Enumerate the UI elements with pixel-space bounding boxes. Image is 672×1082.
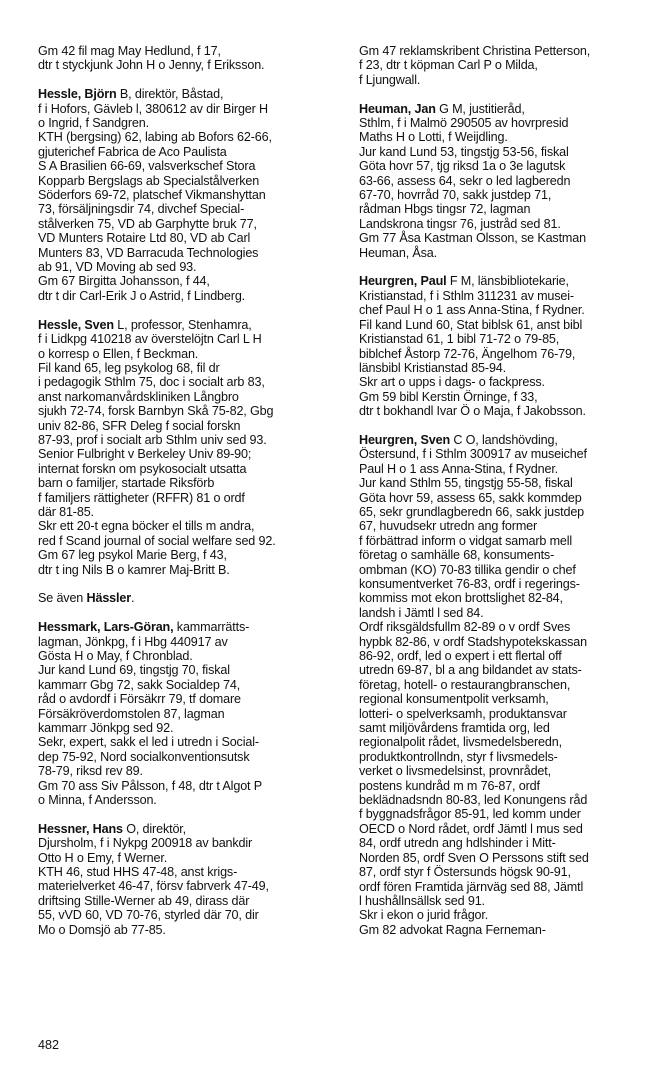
entry-text-line: Gm 70 ass Siv Pålsson, f 48, dtr t Algot P xyxy=(38,778,262,793)
entry-text-line: 78-79, riksd rev 89. xyxy=(38,764,143,779)
entry-text-line: Heuman, Åsa. xyxy=(359,245,437,260)
entry-text-line: 67-70, hovrråd 70, sakk justdep 71, xyxy=(359,188,552,203)
entry-text-line: Gm 77 Åsa Kastman Olsson, se Kastman xyxy=(359,231,586,246)
entry-text-line: internat forskn om psykosocialt utsatta xyxy=(38,461,247,476)
entry-name: Hessle, Björn xyxy=(38,87,117,102)
entry-text-line: Försäkröverdomstolen 87, lagman xyxy=(38,706,225,721)
entry-title: B, direktör, Båstad, xyxy=(116,87,224,102)
entry-text-line: dtr t styckjunk John H o Jenny, f Eriksson. xyxy=(38,58,265,73)
entry-text-line: konsumentverket 76-83, ordf i regerings- xyxy=(359,576,580,591)
entry-text-line: Fil kand 65, leg psykolog 68, fil dr xyxy=(38,360,220,375)
entry-text-line: red f Scand journal of social welfare sed 92. xyxy=(38,533,276,548)
entry-text-line: f 23, dtr t köpman Carl P o Milda, xyxy=(359,58,538,73)
entry-text-line: f byggnadsfrågor 85-91, led komm under xyxy=(359,807,581,822)
entry-heading-line xyxy=(38,87,344,101)
left-column xyxy=(38,44,344,952)
entry-text-line: o Ingrid, f Sandgren. xyxy=(38,116,149,131)
see-also-reference: Hässler xyxy=(86,591,131,606)
entry-name: Heuman, Jan xyxy=(359,101,436,116)
entry-text-line: postens kundråd m m 76-87, ordf xyxy=(359,778,540,793)
entry-text-line: där 81-85. xyxy=(38,504,94,519)
entry-text-line: 73, försäljningsdir 74, divchef Special- xyxy=(38,202,245,217)
entry-text-line: barn o familjer, startade Riksförb xyxy=(38,476,215,491)
entry-heuman-jan xyxy=(359,102,659,260)
entry-text-line: dep 75-92, Nord socialkonventionsutsk xyxy=(38,749,250,764)
entry-text-line: Otto H o Emy, f Werner. xyxy=(38,850,168,865)
entry-text-line: f förbättrad inform o vidgat samarb mell xyxy=(359,533,573,548)
entry-title: G M, justitieråd, xyxy=(435,101,525,116)
entry-text-line: 87, ordf styr f Östersunds högsk 90-91, xyxy=(359,865,571,880)
entry-text-line: länsbibl Kristianstad 85-94. xyxy=(359,360,507,375)
entry-title: F M, länsbibliotekarie, xyxy=(446,274,569,289)
entry-text-line: Landskrona tingsr 76, justråd sed 81. xyxy=(359,216,561,231)
right-column xyxy=(359,44,659,952)
entry-continuation xyxy=(38,44,344,73)
entry-text-line: ombman (KO) 70-83 tillika gendir o chef xyxy=(359,562,576,577)
entry-text-line: produktkontrollndn, styr f livsmedels- xyxy=(359,749,558,764)
entry-text-line: Kopparb Bergslags ab Specialstålverken xyxy=(38,173,260,188)
entry-text-line: lotteri- o spelverksamh, produktansvar xyxy=(359,706,567,721)
entry-hessner-hans xyxy=(38,822,344,937)
entry-text-line: Skr ett 20-t egna böcker el tills m andra, xyxy=(38,519,255,534)
entry-text-line: Ordf riksgäldsfullm 82-89 o v ordf Sves xyxy=(359,620,571,635)
entry-title: kammarrätts- xyxy=(173,620,250,635)
entry-hessle-sven xyxy=(38,318,344,577)
entry-hessmark-lars-göran xyxy=(38,620,344,807)
entry-text-line: stålverken 75, VD ab Garphytte bruk 77, xyxy=(38,216,257,231)
entry-continuation xyxy=(38,591,344,605)
entry-text-line: gjuterichef Fabrica de Aco Paulista xyxy=(38,144,227,159)
entry-text-line: VD Munters Rotaire Ltd 80, VD ab Carl xyxy=(38,231,251,246)
entry-continuation xyxy=(359,44,659,87)
entry-text-line: råd o avdordf i Försäkrr 79, tf domare xyxy=(38,692,241,707)
entry-text-line: ab 91, VD Moving ab sed 93. xyxy=(38,260,197,275)
entry-text-line: Senior Fulbright v Berkeley Univ 89-90; xyxy=(38,447,252,462)
entry-text-line: KTH (bergsing) 62, labing ab Bofors 62-66, xyxy=(38,130,272,145)
entry-text-line: kommiss mot ekon brottslighet 82-84, xyxy=(359,591,563,606)
entry-heading-line xyxy=(359,102,659,116)
entry-text-line: lagman, Jönkpg, f i Hbg 440917 av xyxy=(38,634,228,649)
entry-text-line: Maths H o Lotti, f Weijdling. xyxy=(359,130,508,145)
entry-text-line: 84, ordf utredn ang hdlshinder i Mitt- xyxy=(359,836,556,851)
entry-name: Hessle, Sven xyxy=(38,317,114,332)
entry-text-line: företag o samhälle 68, konsuments- xyxy=(359,548,555,563)
entry-text-line: 65, sekr grundlagberedn 66, sakk justdep xyxy=(359,504,585,519)
entry-text-line: l hushållnsällsk sed 91. xyxy=(359,893,485,908)
entry-text-line: o Minna, f Andersson. xyxy=(38,793,157,808)
entry-text-line: S A Brasilien 66-69, valsverkschef Stora xyxy=(38,159,256,174)
entry-text-line: f i Lidkpg 410218 av överstelöjtn Carl L H xyxy=(38,332,262,347)
entry-text-line: Kristianstad 61, 1 bibl 71-72 o 79-85, xyxy=(359,332,560,347)
entry-text-line: hypbk 82-86, v ordf Stadshypotekskassan xyxy=(359,634,587,649)
entry-text-line: beklädnadsndn 80-83, led Konungens råd xyxy=(359,793,588,808)
entry-text-line: Paul H o 1 ass Anna-Stina, f Rydner. xyxy=(359,461,559,476)
entry-text-line: biblchef Åstorp 72-76, Ängelhom 76-79, xyxy=(359,346,576,361)
entry-text-line: f Ljungwall. xyxy=(359,72,421,87)
entry-heading-line xyxy=(38,318,344,332)
page-number: 482 xyxy=(38,1038,60,1052)
entry-text-line: verket o livsmedelsinst, provnrådet, xyxy=(359,764,551,779)
entry-text-line: 86-92, ordf, led o expert i ett flertal off xyxy=(359,649,562,664)
entry-text-line: Norden 85, ordf Sven O Perssons stift sed xyxy=(359,850,589,865)
entry-text-line: utredn 69-87, bl a ang bildandet av stats- xyxy=(359,663,582,678)
entry-text-line: Jur kand Lund 53, tingstjg 53-56, fiskal xyxy=(359,144,569,159)
entry-name: Heurgren, Sven xyxy=(359,432,450,447)
entry-text-line: Gm 82 advokat Ragna Ferneman- xyxy=(359,922,546,937)
entry-text-line: ordf fören Framtida järnväg sed 88, Jämtl xyxy=(359,879,584,894)
entry-text-line: Sekr, expert, sakk el led i utredn i Social- xyxy=(38,735,259,750)
entry-text-line: f i Hofors, Gävleb l, 380612 av dir Birger H xyxy=(38,101,268,116)
entry-heading-line xyxy=(359,274,659,288)
entry-text-line: 63-66, assess 64, sekr o led lagberedn xyxy=(359,173,571,188)
entry-text-line: Göta hovr 57, tjg riksd 1a o 3e lagutsk xyxy=(359,159,566,174)
entry-text-line: Fil kand Lund 60, Stat biblsk 61, anst bibl xyxy=(359,317,583,332)
entry-text-line: f familjers rättigheter (RFFR) 81 o ordf xyxy=(38,490,245,505)
entry-text-line: Östersund, f i Sthlm 300917 av museichef xyxy=(359,447,587,462)
entry-text-line: Jur kand Lund 69, tingstjg 70, fiskal xyxy=(38,663,230,678)
entry-heading-line xyxy=(38,620,344,634)
entry-title: O, direktör, xyxy=(122,821,186,836)
entry-text-line: Göta hovr 59, assess 65, sakk kommdep xyxy=(359,490,582,505)
entry-text-line: kammarr Gbg 72, sakk Socialdep 74, xyxy=(38,677,241,692)
entry-text-line: Söderfors 69-72, platschef Vikmanshyttan xyxy=(38,188,266,203)
entry-heading-line xyxy=(359,433,659,447)
entry-text-line: driftsing Stille-Werner ab 49, dirass där xyxy=(38,893,250,908)
entry-text-line: Mo o Domsjö ab 77-85. xyxy=(38,922,166,937)
entry-text-line: chef Paul H o 1 ass Anna-Stina, f Rydner. xyxy=(359,303,585,318)
entry-title: L, professor, Stenhamra, xyxy=(113,317,252,332)
entry-text-line: 67, huvudsekr utredn ang former xyxy=(359,519,538,534)
entry-text-line: OECD o Nord rådet, ordf Jämtl l mus sed xyxy=(359,821,583,836)
entry-heading-line xyxy=(38,822,344,836)
entry-text-line: Jur kand Sthlm 55, tingstjg 55-58, fiskal xyxy=(359,476,573,491)
entry-text-line: företag, hotell- o restaurangbranschen, xyxy=(359,677,571,692)
entry-text-line: Skr i ekon o jurid frågor. xyxy=(359,908,489,923)
entry-text-line: o korresp o Ellen, f Beckman. xyxy=(38,346,199,361)
entry-text-line: anst narkomanvårdskliniken Långbro xyxy=(38,389,239,404)
entry-text-line: 87-93, prof i socialt arb Sthlm univ sed 93. xyxy=(38,432,267,447)
entry-text-line: regional konsumentpolit verksamh, xyxy=(359,692,549,707)
entry-text-line: i pedagogik Sthlm 75, doc i socialt arb 83, xyxy=(38,375,265,390)
entry-text-line: Gm 67 Birgitta Johansson, f 44, xyxy=(38,274,210,289)
entry-text-line: dtr t ing Nils B o kamrer Maj-Britt B. xyxy=(38,562,230,577)
entry-text-line: dtr t dir Carl-Erik J o Astrid, f Lindberg. xyxy=(38,288,246,303)
entry-heurgren-sven xyxy=(359,433,659,937)
entry-text-line: Kristianstad, f i Sthlm 311231 av musei- xyxy=(359,288,574,303)
entry-text-line: 55, vVD 60, VD 70-76, styrled där 70, dir xyxy=(38,908,259,923)
entry-text-line: Gm 67 leg psykol Marie Berg, f 43, xyxy=(38,548,227,563)
entry-text-line: Munters 83, VD Barracuda Technologies xyxy=(38,245,259,260)
entry-text-line: Gm 47 reklamskribent Christina Petterson, xyxy=(359,44,591,58)
entry-text-line: dtr t bokhandl Ivar Ö o Maja, f Jakobsson. xyxy=(359,404,586,419)
entry-text-line: materielverket 46-47, försv fabrverk 47-49, xyxy=(38,879,269,894)
entry-text-line: rådman Hbgs tingsr 72, lagman xyxy=(359,202,531,217)
entry-name: Heurgren, Paul xyxy=(359,274,447,289)
entry-text-line: regionalpolit rådet, livsmedelsberedn, xyxy=(359,735,562,750)
see-also-suffix: . xyxy=(130,591,135,606)
entry-text-line: Gm 42 fil mag May Hedlund, f 17, xyxy=(38,44,221,58)
entry-text-line: sjukh 72-74, forsk Barnbyn Skå 75-82, Gbg xyxy=(38,404,274,419)
entry-text-line: kammarr Jönkpg sed 92. xyxy=(38,721,174,736)
entry-name: Hessmark, Lars-Göran, xyxy=(38,620,174,635)
entry-text-line: landsh i Jämtl l sed 84. xyxy=(359,605,484,620)
entry-text-line: Skr art o upps i dags- o fackpress. xyxy=(359,375,545,390)
entry-title: C O, landshövding, xyxy=(449,432,558,447)
see-also-prefix: Se även xyxy=(38,591,87,606)
entry-text-line: samt miljövårdens framtida org, led xyxy=(359,721,550,736)
entry-text-line: univ 82-86, SFR Deleg f social forskn xyxy=(38,418,241,433)
entry-text-line: Gm 59 bibl Kerstin Örninge, f 33, xyxy=(359,389,538,404)
entry-text-line: KTH 46, stud HHS 47-48, anst krigs- xyxy=(38,865,238,880)
entry-text-line: Gösta H o May, f Chronblad. xyxy=(38,649,193,663)
entry-text-line: Djursholm, f i Nykpg 200918 av bankdir xyxy=(38,836,253,851)
entry-heurgren-paul xyxy=(359,274,659,418)
entry-hessle-björn xyxy=(38,87,344,303)
entry-text-line: Sthlm, f i Malmö 290505 av hovrpresid xyxy=(359,116,569,131)
see-also-line xyxy=(38,591,344,605)
entry-name: Hessner, Hans xyxy=(38,821,123,836)
